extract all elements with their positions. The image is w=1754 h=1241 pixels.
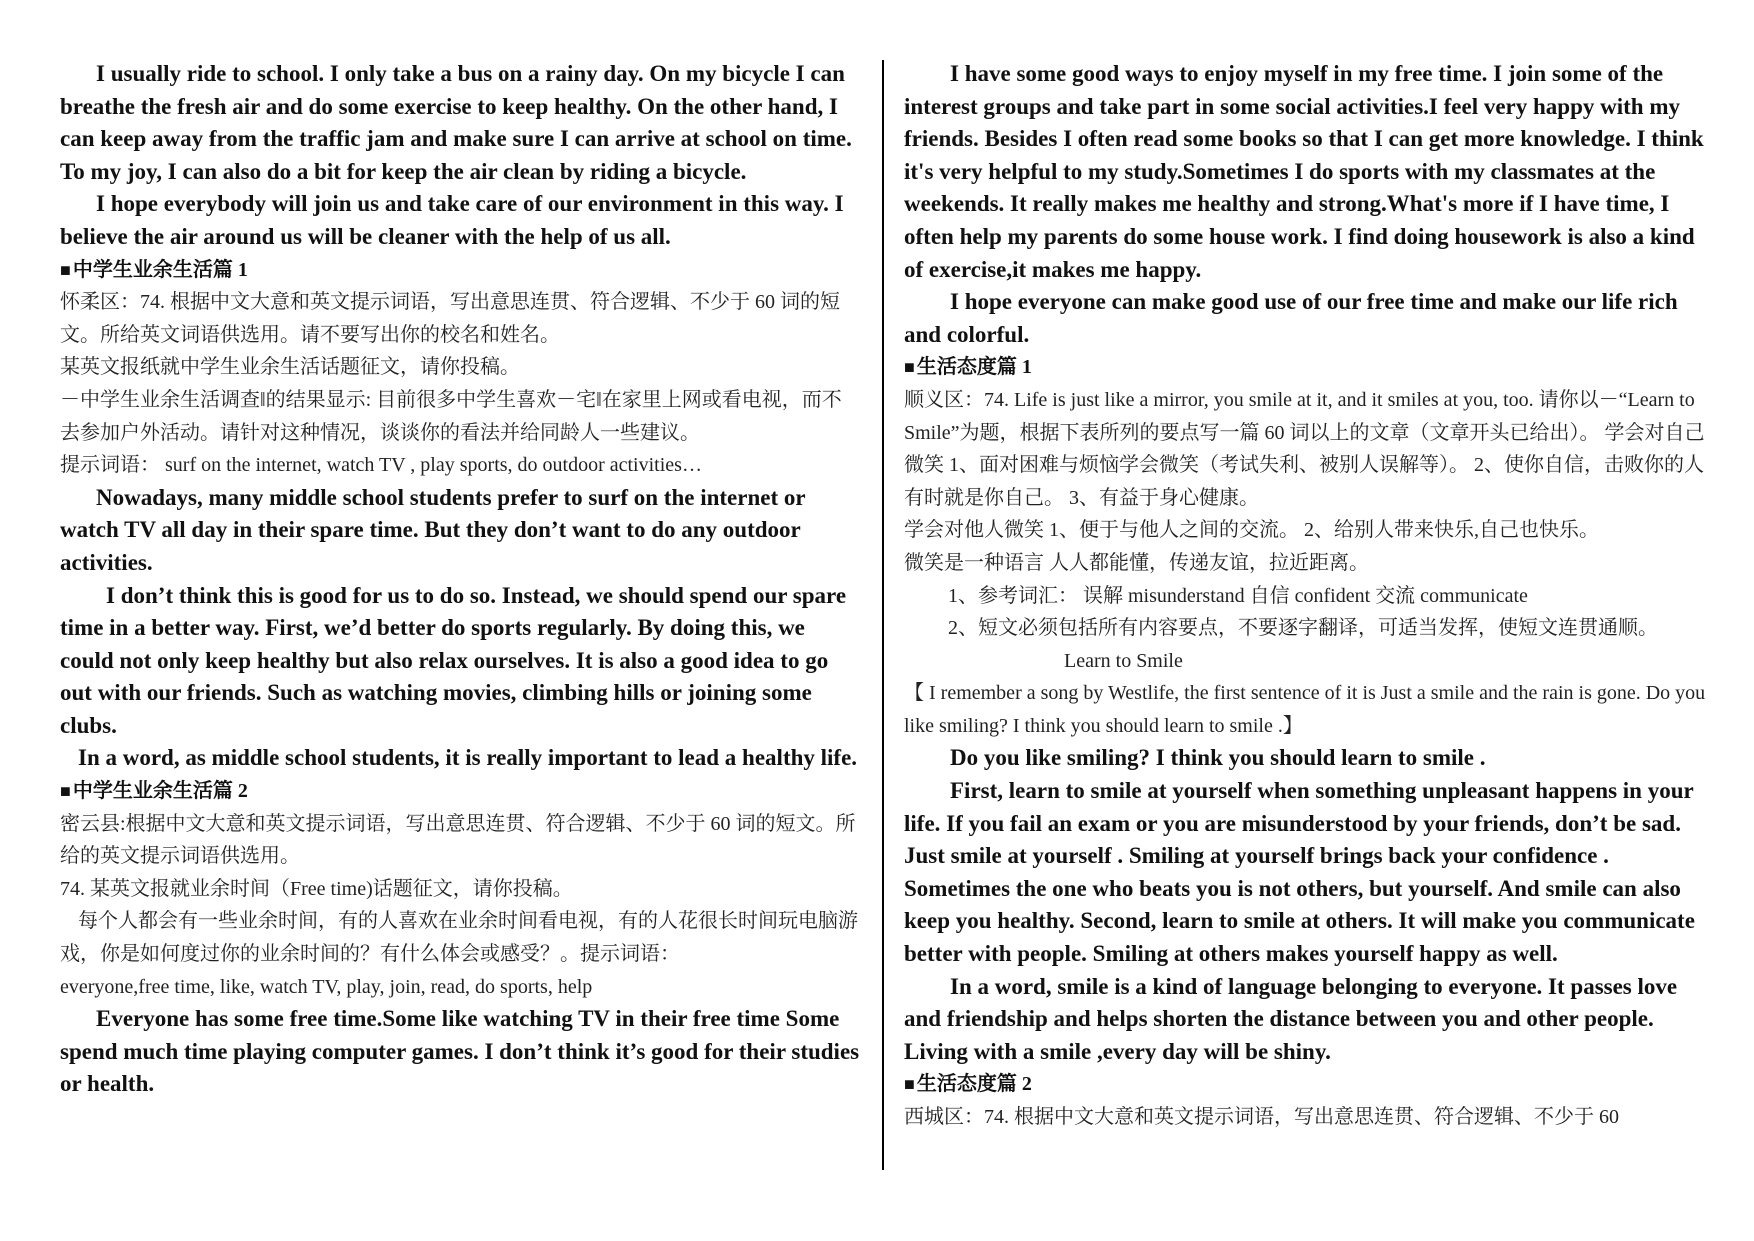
section-heading-1: ■ 中学生业余生活篇 1 [60,258,248,281]
paragraph-free-time-ways: I have some good ways to enjoy myself in my free time. I join some of the interest groups and take part in some social activities.I feel very happy with my friends. Besides I often read some books so that I can get more knowledge. I think it's very helpful to my study.Sometimes I do sports with my classmates at the weekends. It really makes me healthy and strong.What's more if I have time, I often help my parents do some house work. I find doing housework is also a kind of exercise,it makes me happy. [904,61,1704,282]
square-bullet-icon: ■ [904,1074,915,1095]
paragraph-environment: I hope everybody will join us and take care of our environment in this way. I believe the air around us will be cleaner with the help of us all. [60,191,844,249]
prompt-survey: －中学生业余生活调查‖的结果显示: 目前很多中学生喜欢－宅‖在家里上网或看电视，而不去参加户外活动。请针对这种情况，谈谈你的看法并给同龄人一些建议。 [60,388,842,444]
paragraph-bicycle: I usually ride to school. I only take a bus on a rainy day. On my bicycle I can breathe the fresh air and do some exercise to keep healthy. On the other hand, I can keep away from the traffic jam and make sure I can arrive at school on time. To my joy, I can also do a bit for keep the air clean by riding a bicycle. [60,61,852,184]
prompt-miyun: 密云县:根据中文大意和英文提示词语，写出意思连贯、符合逻辑、不少于 60 词的短文。所给的英文提示词语供选用。 [60,812,856,868]
square-bullet-icon: ■ [60,781,71,802]
prompt-keywords: 提示词语： surf on the internet, watch TV , play sports, do outdoor activities… [60,454,702,477]
paragraph-nowadays: Nowadays, many middle school students prefer to surf on the internet or watch TV all day in their spare time. But they don’t want to do any outdoor activities. [60,484,806,575]
square-bullet-icon: ■ [60,259,71,280]
prompt-description: 每个人都会有一些业余时间，有的人喜欢在业余时间看电视，有的人花很长时间玩电脑游戏，你是如何度过你的业余时间的？有什么体会或感受？。提示词语： [60,910,858,966]
square-bullet-icon: ■ [904,357,915,378]
column-divider [882,60,884,1170]
prompt-free-time: 74. 某英文报就业余时间（Free time)话题征文，请你投稿。 [60,877,573,900]
prompt-smile-language: 微笑是一种语言 人人都能懂，传递友谊，拉近距离。 [904,551,1369,574]
prompt-vocabulary: 1、参考词汇： 误解 misunderstand 自信 confident 交流 communicate [948,584,1528,607]
prompt-huairou: 怀柔区：74. 根据中文大意和英文提示词语，写出意思连贯、符合逻辑、不少于 60 词的短文。所给英文词语供选用。请不要写出你的校名和姓名。 [60,291,840,346]
paragraph-first: First, learn to smile at yourself when something unpleasant happens in your life. If you fail an exam or you are misunderstood by your friends, don’t be sad. Just smile at yourself . Smiling at yourself brings back your confidence . Sometimes the one who beats you is not others, but yourself. And smile can also keep you healthy. Second, learn to smile at others. It will make you communicate better with people. Smiling at others makes yourself happy as well. [904,778,1695,967]
paragraph-hope: I hope everyone can make good use of our free time and make our life rich and colorful. [904,289,1678,347]
prompt-requirement: 2、短文必须包括所有内容要点，不要逐字翻译，可适当发挥，使短文连贯通顺。 [948,617,1658,640]
right-column [904,58,1714,1134]
section-heading-2: ■ 中学生业余生活篇 2 [60,780,248,803]
prompt-hint-words: everyone,free time, like, watch TV, play, join, read, do sports, help [60,975,593,998]
prompt-call: 某英文报纸就中学生业余生活话题征文，请你投稿。 [60,356,520,379]
prompt-xicheng: 西城区：74. 根据中文大意和英文提示词语，写出意思连贯、符合逻辑、不少于 60 [904,1106,1619,1128]
paragraph-spare-time: I don’t think this is good for us to do so. Instead, we should spend our spare time in a better way. First, we’d better do sports regularly. By doing this, we could not only keep healthy but also relax ourselves. It is also a good idea to go out with our friends. Such as watching movies, climbing hills or joining some clubs. [60,582,847,738]
paragraph-conclusion: In a word, as middle school students, it is really important to lead a healthy life. [78,745,858,771]
essay-title: Learn to Smile [1064,649,1183,672]
prompt-shunyi: 顺义区：74. Life is just like a mirror, you smile at it, and it smiles at you, too. 请你以－“Learn to Smile”为题，根据下表所列的要点写一篇 60 词以上的文章（文章开头已给出）。 学会对自己微笑 1、面对困难与烦恼学会微笑（考试失利、被别人误解等）。 2、使你自信，击败你的人有时就是你自己。 3、有益于身心健康。 [904,388,1705,509]
section-heading-3: ■ 生活态度篇 1 [904,356,1032,379]
paragraph-everyone: Everyone has some free time.Some like watching TV in their free time Some spend much time playing computer games. I don’t think it’s good for their studies or health. [60,1006,860,1097]
left-column [60,58,860,1101]
prompt-smile-others: 学会对他人微笑 1、便于与他人之间的交流。 2、给别人带来快乐,自己也快乐。 [904,519,1599,542]
paragraph-in-a-word: In a word, smile is a kind of language belonging to everyone. It passes love and friendship and helps shorten the distance between you and other people. Living with a smile ,every day will be shiny. [904,973,1678,1064]
paragraph-smiling: Do you like smiling? I think you should learn to smile . [950,745,1486,771]
section-heading-4: ■ 生活态度篇 2 [904,1073,1032,1096]
given-opening: 【 I remember a song by Westlife, the first sentence of it is Just a smile and the rain is gone. Do you like smiling? I think you should learn to smile .】 [904,682,1706,737]
